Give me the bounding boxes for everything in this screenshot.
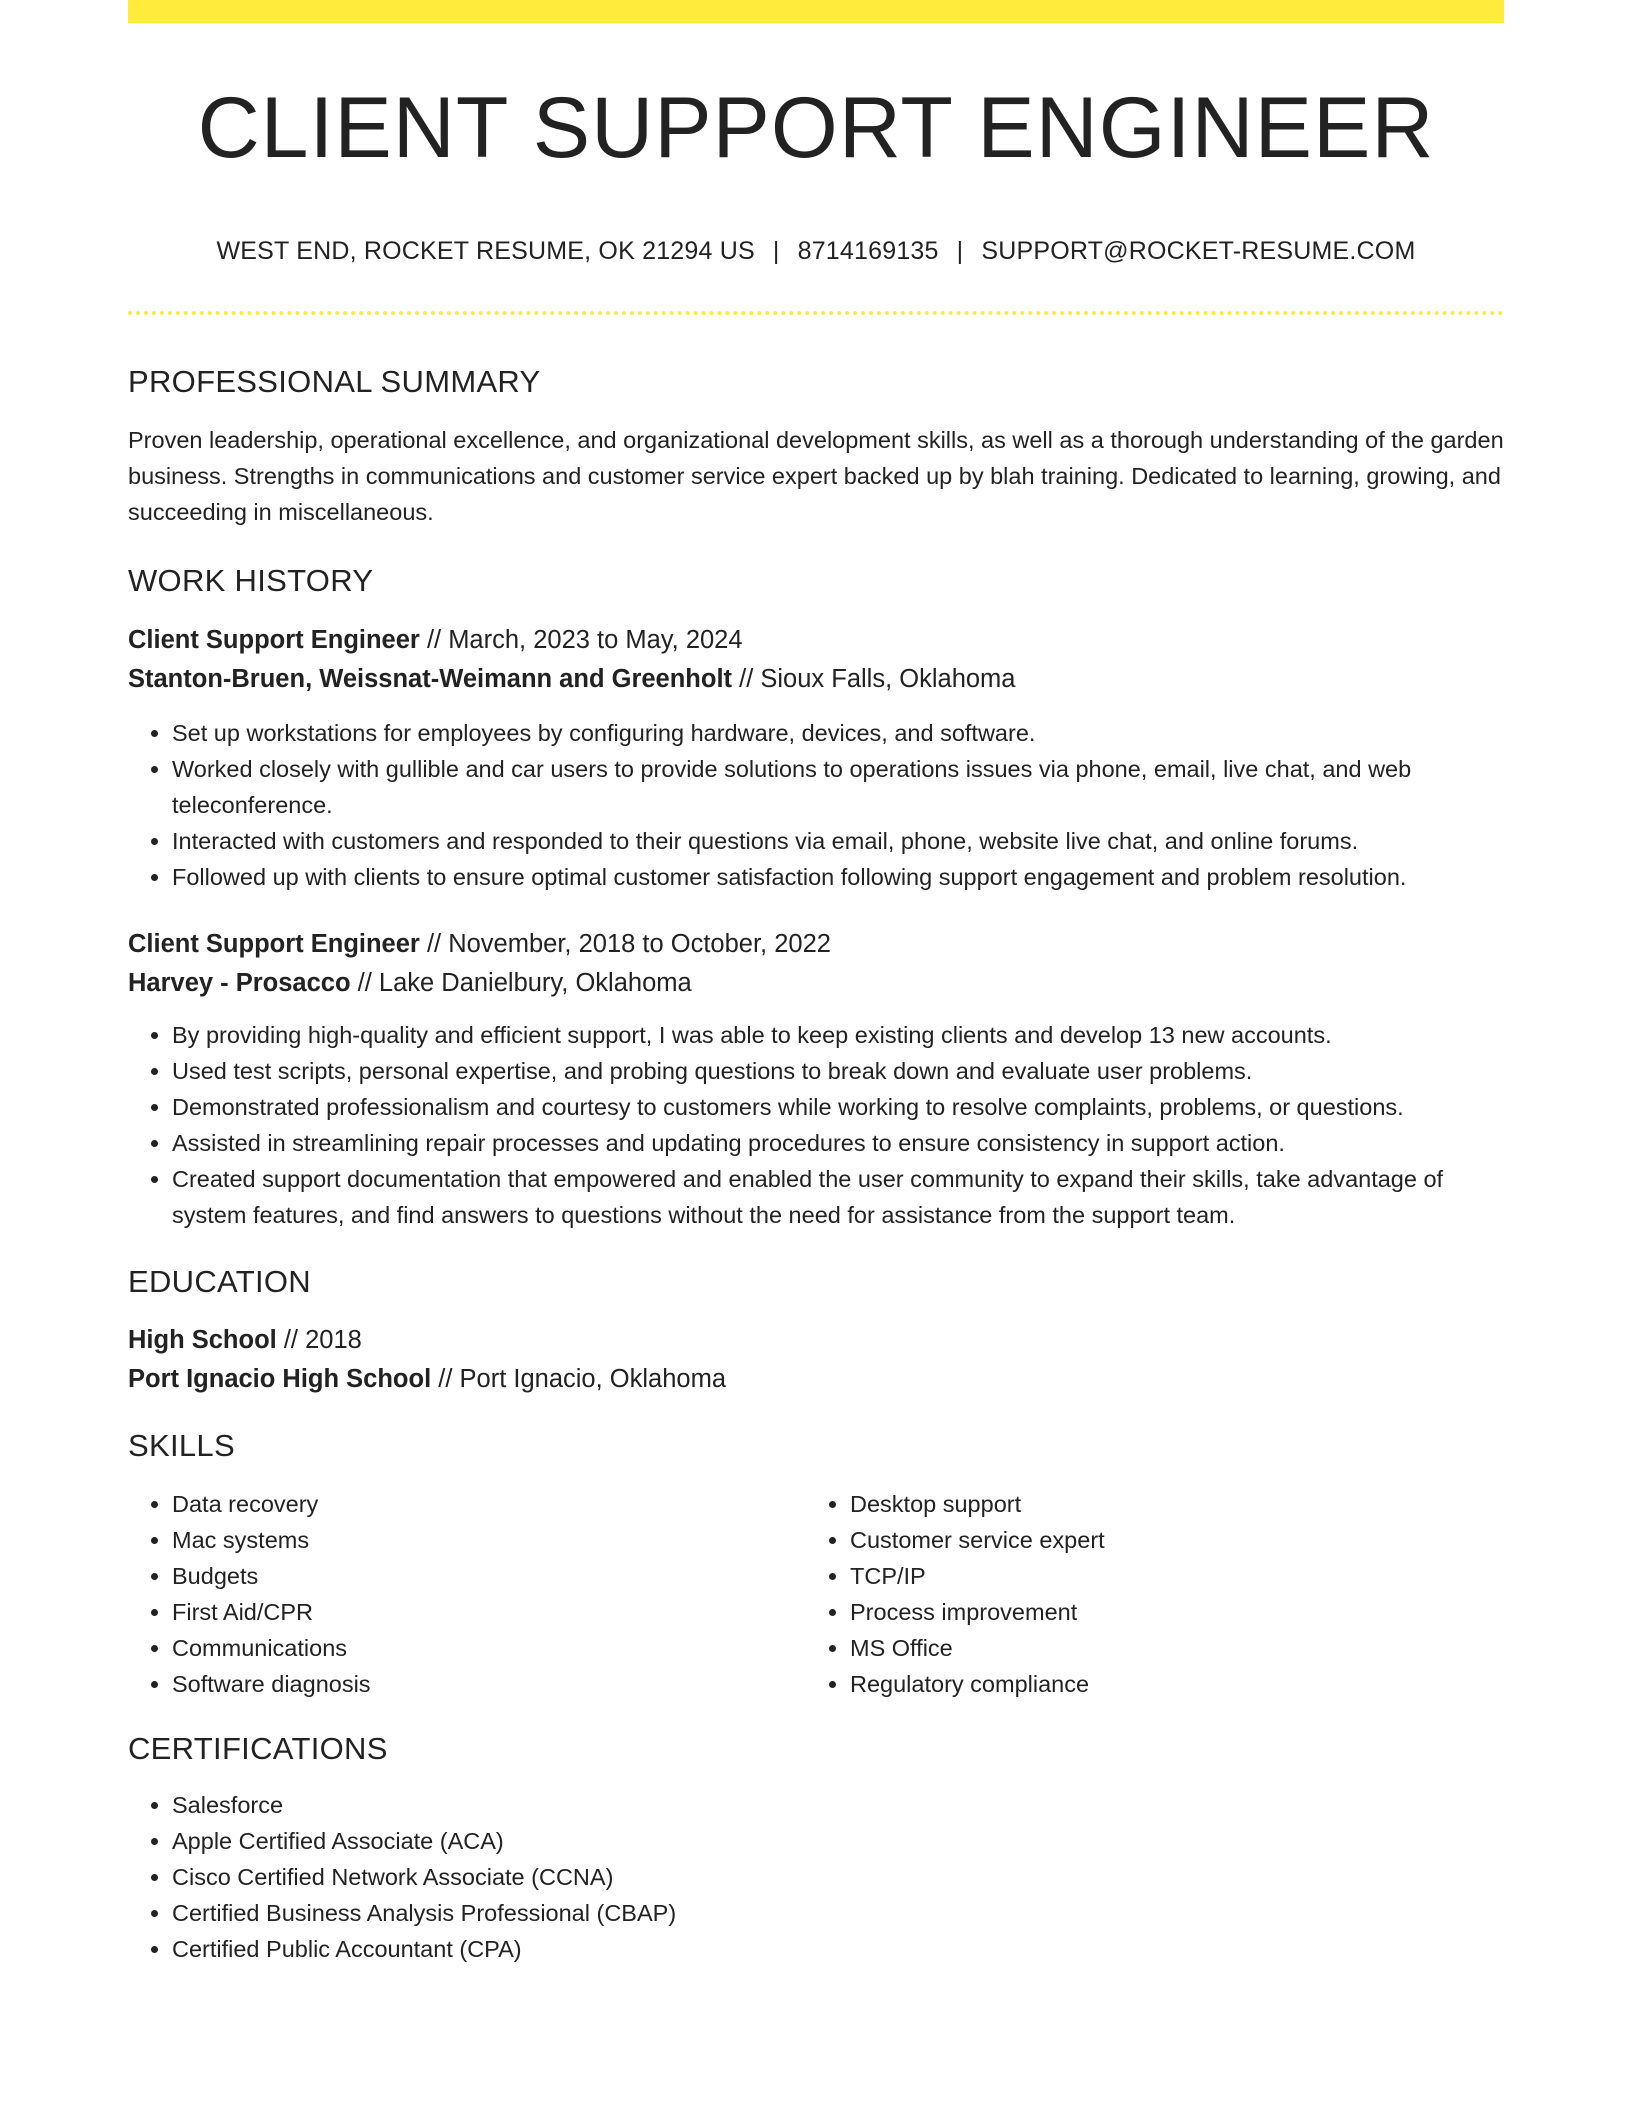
skill-item: • Mac systems (172, 1522, 806, 1558)
work-history-section (128, 562, 1504, 1233)
education-entry (128, 1321, 1504, 1399)
skills-list-left (128, 1486, 806, 1702)
contact-separator: | (956, 237, 964, 265)
skill-item: • Communications (172, 1630, 806, 1666)
contact-email: SUPPORT@ROCKET-RESUME.COM (981, 237, 1416, 265)
summary-section (128, 363, 1504, 530)
job-title-line (128, 925, 1504, 964)
job-entry (128, 621, 1504, 895)
education-location: // Port Ignacio, Oklahoma (438, 1364, 727, 1393)
skill-item: • First Aid/CPR (172, 1594, 806, 1630)
resume-page (128, 0, 1504, 1967)
job-dates: // November, 2018 to October, 2022 (426, 930, 831, 959)
skill-item: • Desktop support (850, 1486, 1484, 1522)
certification-item: • Cisco Certified Network Associate (CCNA) (172, 1859, 1504, 1895)
job-bullet: • Created support documentation that empowered and enabled the user community to expand their skills, take advantage of system features, and find answers to questions without the need for assistance from the support team. (172, 1161, 1504, 1233)
contact-phone: 8714169135 (797, 237, 939, 265)
section-heading-work-history: WORK HISTORY (128, 563, 374, 599)
summary-text: Proven leadership, operational excellence, and organizational development skills, as well as a thorough understanding of the garden business. Strengths in communications and customer service expert backed up by blah training. Dedicated to learning, growing, and succeeding in miscellaneous. (128, 427, 1504, 526)
skills-list-right (806, 1486, 1484, 1702)
skill-item: • Data recovery (172, 1486, 806, 1522)
certifications-section (128, 1730, 1504, 1967)
job-bullet: • Followed up with clients to ensure optimal customer satisfaction following support engagement and problem resolution. (172, 859, 1504, 895)
job-company-line (128, 964, 1504, 1003)
education-degree: High School (128, 1325, 277, 1354)
job-bullet: • Demonstrated professionalism and courtesy to customers while working to resolve complaints, problems, or questions. (172, 1089, 1504, 1125)
resume-title: CLIENT SUPPORT ENGINEER (197, 80, 1435, 176)
job-bullets (128, 715, 1504, 895)
skill-item: • Budgets (172, 1558, 806, 1594)
section-heading-skills: SKILLS (128, 1427, 235, 1463)
education-school: Port Ignacio High School (128, 1364, 432, 1393)
skill-item: • Customer service expert (850, 1522, 1484, 1558)
section-heading-summary: PROFESSIONAL SUMMARY (128, 364, 541, 399)
skills-section (128, 1427, 1504, 1702)
skill-item: • Regulatory compliance (850, 1666, 1484, 1702)
job-title: Client Support Engineer (128, 930, 420, 959)
job-location: // Sioux Falls, Oklahoma (739, 665, 1016, 694)
skill-item: • MS Office (850, 1630, 1484, 1666)
job-bullet: • Used test scripts, personal expertise, and probing questions to break down and evaluate user problems. (172, 1053, 1504, 1089)
skill-item: • TCP/IP (850, 1558, 1484, 1594)
education-degree-line (128, 1321, 1504, 1360)
education-year: // 2018 (283, 1325, 362, 1354)
contact-line (128, 237, 1504, 266)
job-bullet: • Interacted with customers and responded to their questions via email, phone, website live chat, and online forums. (172, 823, 1504, 859)
job-bullet: • By providing high-quality and efficient support, I was able to keep existing clients and develop 13 new accounts. (172, 1017, 1504, 1053)
skill-item: • Process improvement (850, 1594, 1484, 1630)
certification-item: • Certified Public Accountant (CPA) (172, 1931, 1504, 1967)
job-bullet: • Set up workstations for employees by configuring hardware, devices, and software. (172, 715, 1504, 751)
certification-item: • Certified Business Analysis Professional (CBAP) (172, 1895, 1504, 1931)
job-company-line (128, 660, 1504, 699)
skill-item: • Software diagnosis (172, 1666, 806, 1702)
job-dates: // March, 2023 to May, 2024 (426, 626, 743, 655)
job-entry (128, 925, 1504, 1233)
dotted-divider (128, 311, 1504, 315)
education-school-line (128, 1360, 1504, 1399)
job-title: Client Support Engineer (128, 626, 420, 655)
job-location: // Lake Danielbury, Oklahoma (357, 969, 692, 998)
job-company: Stanton-Bruen, Weissnat-Weimann and Greenholt (128, 665, 733, 694)
accent-top-bar (128, 0, 1504, 23)
job-title-line (128, 621, 1504, 660)
job-bullets (128, 1017, 1504, 1233)
contact-separator: | (772, 237, 780, 265)
job-bullet: • Assisted in streamlining repair processes and updating procedures to ensure consistency in support action. (172, 1125, 1504, 1161)
job-company: Harvey - Prosacco (128, 969, 351, 998)
section-heading-certifications: CERTIFICATIONS (128, 1730, 388, 1766)
education-section (128, 1263, 1504, 1398)
job-bullet: • Worked closely with gullible and car users to provide solutions to operations issues via phone, email, live chat, and web teleconference. (172, 751, 1504, 823)
certification-item: • Apple Certified Associate (ACA) (172, 1823, 1504, 1859)
section-heading-education: EDUCATION (128, 1264, 311, 1300)
skills-columns (128, 1486, 1504, 1702)
certifications-list (128, 1787, 1504, 1967)
contact-address: WEST END, ROCKET RESUME, OK 21294 US (216, 237, 755, 265)
certification-item: • Salesforce (172, 1787, 1504, 1823)
